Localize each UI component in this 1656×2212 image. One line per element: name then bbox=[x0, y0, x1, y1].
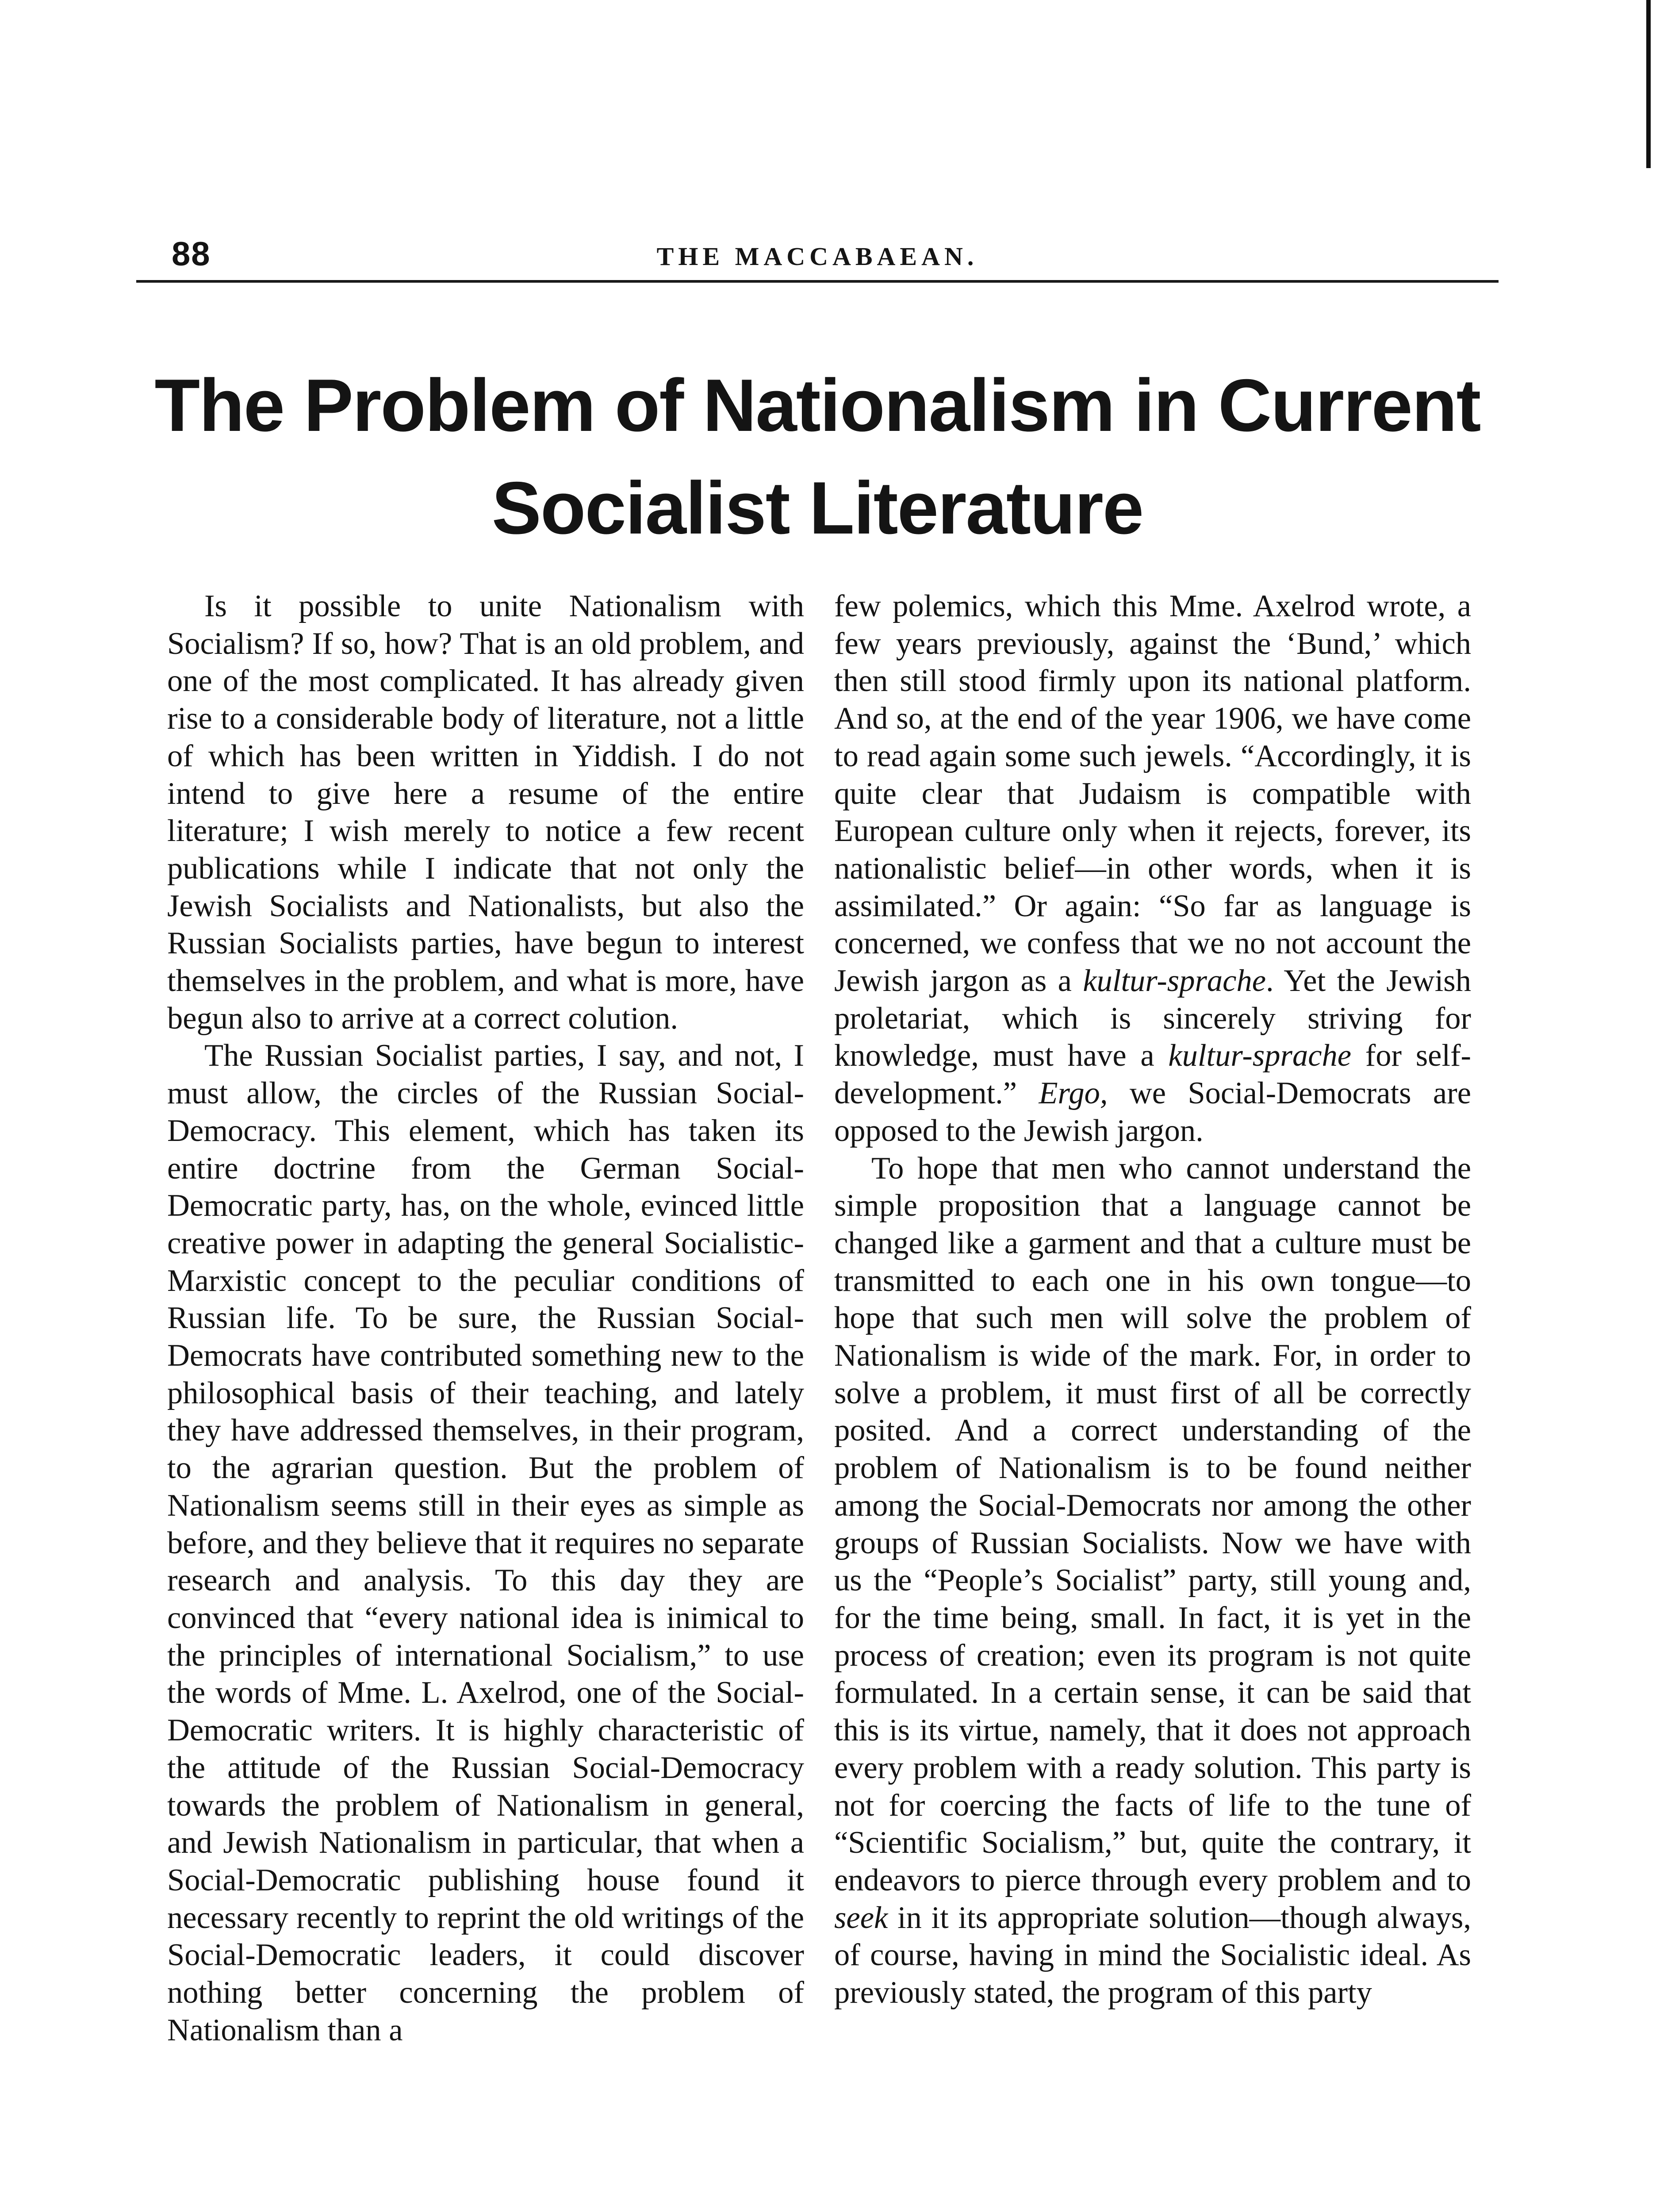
text-run: To hope that men who cannot understand the simple proposition that a language cannot be changed like a garment and that a culture must be transmitted to each one in his own tongue—to hope that such men will solve the problem of Nationalism is wide of the mark. For, in order to solve a problem, it must first of all be correctly posited. And a correct understanding of the problem of Nationalism is to be found neither among the Social-Democrats nor among the other groups of Russian Socialists. Now we have with us the “People’s Socialist” party, still young and, for the time being, small. In fact, it is yet in the process of creation; even its program is not quite formulated. In a certain sense, it can be said that this is its virtue, namely, that it does not approach every problem with a ready solution. This party is not for coercing the facts of life to the tune of “Scientific Socialism,” but, quite the contrary, it endeavors to pierce through every problem and to bbox=[834, 1151, 1471, 1897]
text-run: for self-development.” bbox=[834, 1038, 1471, 1111]
page-edge-line bbox=[1646, 0, 1651, 168]
italic-term: Ergo, bbox=[1039, 1076, 1108, 1111]
paragraph bbox=[834, 588, 1471, 1150]
italic-term: seek bbox=[834, 1900, 888, 1935]
right-column bbox=[834, 588, 1471, 2012]
page-number: 88 bbox=[172, 235, 211, 273]
paragraph: Is it possible to unite Nationalism with Socialism? If so, how? That is an old problem, and one of the most complicated. It has already given rise to a considerable body of literature, not a little of which has been written in Yiddish. I do not intend to give here a resume of the entire literature; I wish merely to notice a few recent publications while I indicate that not only the Jewish Socialists and Nationalists, but also the Russian Socialists parties, have begun to interest themselves in the problem, and what is more, have begun also to arrive at a correct colution. bbox=[167, 589, 804, 1036]
left-column bbox=[167, 588, 804, 2049]
paragraph: The Russian Socialist parties, I say, and not, I must allow, the circles of the Russian Social-Democracy. This element, which has taken its entire doctrine from the German Social-Democratic party, has, on the whole, evinced little creative power in adapting the general Socialistic-Marxistic concept to the peculiar conditions of Russian life. To be sure, the Russian Social-Democrats have contributed something new to the philosophical basis of their teaching, and lately they have addressed themselves, in their program, to the agrarian question. But the problem of Nationalism seems still in their eyes as simple as before, and they believe that it requires no separate research and analysis. To this day they are convinced that “every national idea is inimical to the principles of international Socialism,” to use the words of Mme. L. Axelrod, one of the Social-Democratic writers. It is highly characteristic of the attitude of the Russian Social-Democracy towards the problem of Nationalism in general, and Jewish Nationalism in particular, that when a Social-Democratic publishing house found it necessary recently to reprint the old writings of the Social-Democratic leaders, it could discover nothing better concerning the problem of Nationalism than a bbox=[167, 1038, 804, 2047]
text-run: . Yet the Jewish proletariat, which is sincerely striving for knowledge, must have a bbox=[834, 964, 1471, 1073]
title-line-1: The Problem of Nationalism in Current bbox=[154, 364, 1480, 447]
italic-term: kultur-sprache bbox=[1083, 964, 1266, 998]
text-run: we Social-Democrats are opposed to the Jewish jargon. bbox=[834, 1076, 1471, 1148]
paragraph bbox=[834, 1150, 1471, 2012]
title-line-2: Socialist Literature bbox=[491, 466, 1143, 549]
article-title bbox=[136, 354, 1499, 559]
text-run: few polemics, which this Mme. Axelrod wrote, a few years previously, against the ‘Bund,’ which then still stood firmly upon its national platform. And so, at the end of the year 1906, we have come to read again some such jewels. “Accordingly, it is quite clear that Judaism is compatible with European culture only when it rejects, forever, its nationalistic belief—in other words, when it is assimilated.” Or again: “So far as language is concerned, we confess that we no not account the Jewish jargon as a bbox=[834, 589, 1471, 998]
italic-term: kultur-sprache bbox=[1168, 1038, 1352, 1073]
journal-title: THE MACCABAEAN. bbox=[656, 242, 978, 271]
header-rule bbox=[136, 280, 1499, 283]
running-header bbox=[136, 228, 1499, 281]
text-run: in it its appropriate solution—though always, of course, having in mind the Socialistic ideal. As previously stated, the program of this party bbox=[834, 1900, 1471, 2010]
